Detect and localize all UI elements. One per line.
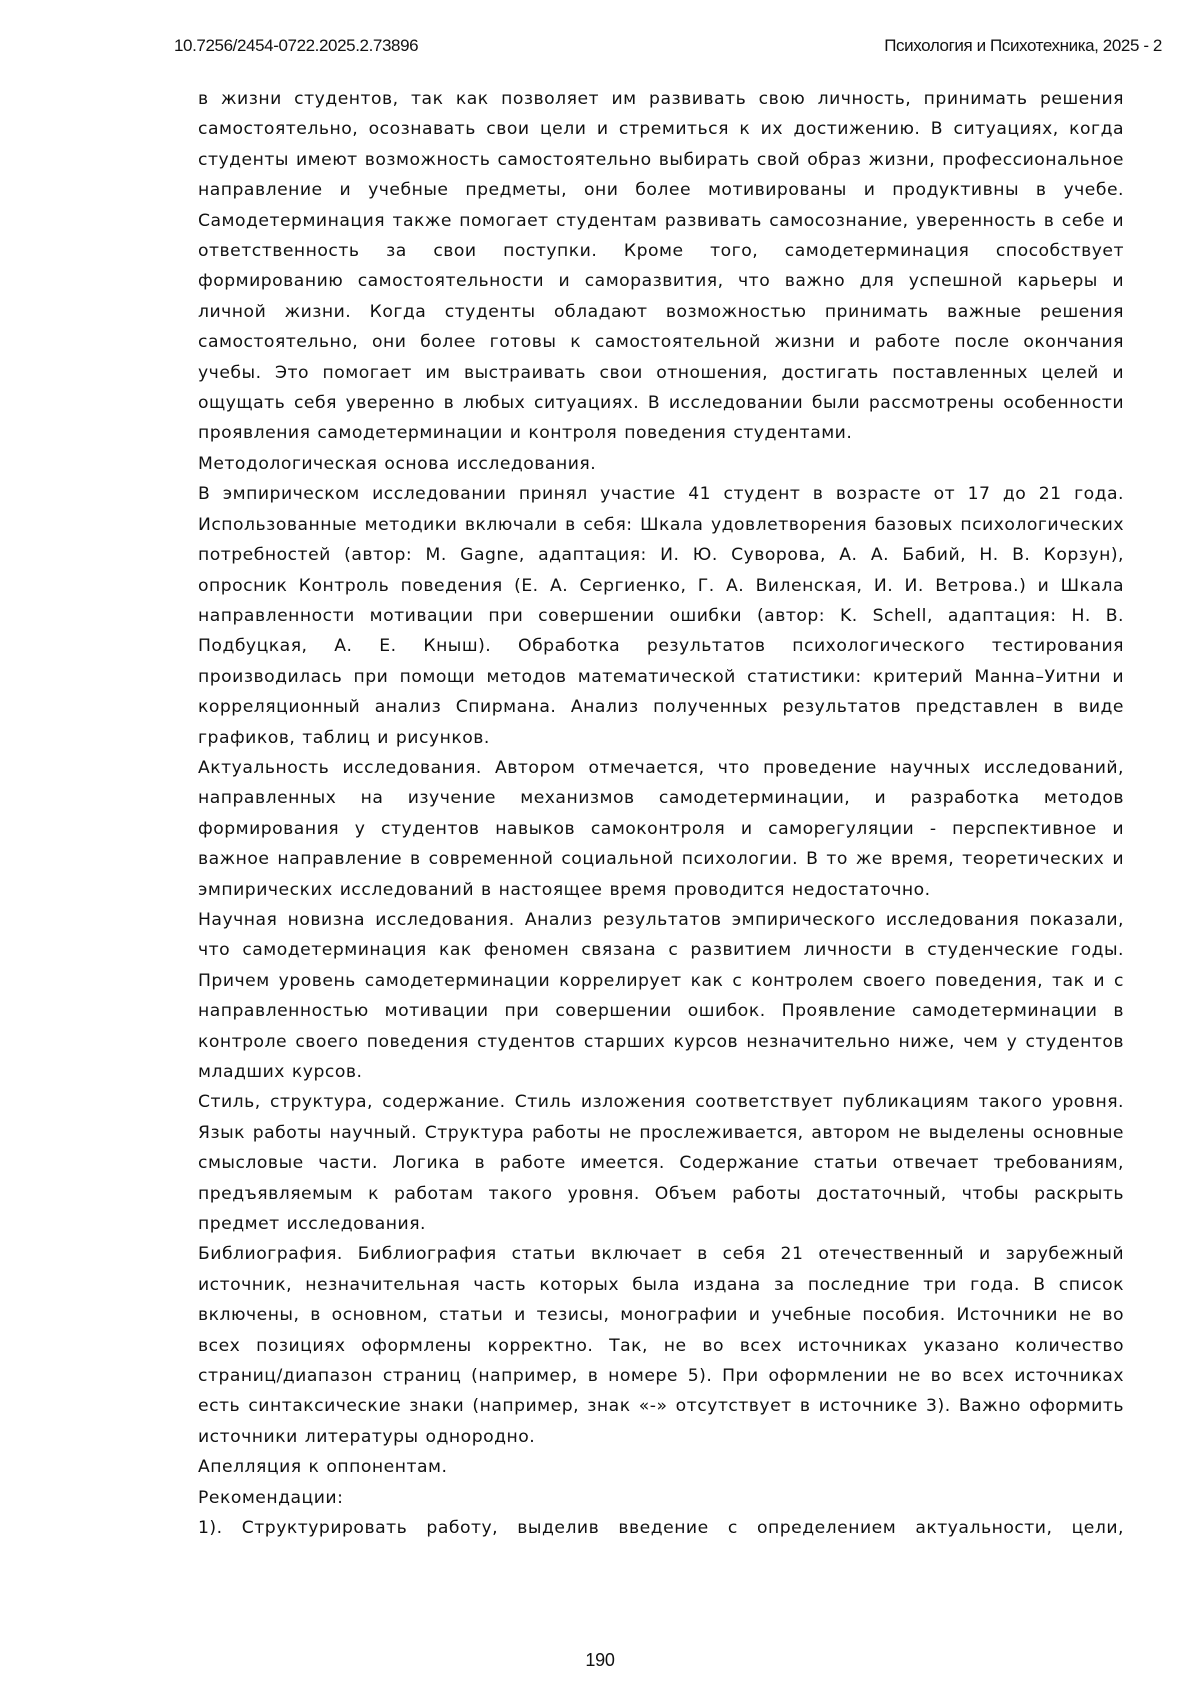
paragraph-appeal: Апелляция к оппонентам. xyxy=(198,1452,1124,1482)
doi-label: 10.7256/2454-0722.2025.2.73896 xyxy=(174,36,418,56)
paragraph-novelty: Научная новизна исследования. Анализ результатов эмпирического исследования показали, что самодетерминация как феномен связана с развитием личности в студенческие годы. Причем уровень самодетерминации коррелирует как с контролем своего поведения, так и с направленностью мотивации при совершении ошибок. Проявление самодетерминации в контроле своего поведения студентов старших курсов незначительно ниже, чем у студентов младших курсов. xyxy=(198,905,1124,1087)
paragraph-bibliography: Библиография. Библиография статьи включает в себя 21 отечественный и зарубежный источник, незначительная часть которых была издана за последние три года. В список включены, в основном, статьи и тезисы, монографии и учебные пособия. Источники не во всех позициях оформлены корректно. Так, не во всех источниках указано количество страниц/диапазон страниц (например, в номере 5). При оформлении не во всех источниках есть синтаксические знаки (например, знак «-» отсутствует в источнике 3). Важно оформить источники литературы однородно. xyxy=(198,1239,1124,1452)
page-number: 190 xyxy=(0,1650,1200,1671)
paragraph-methodology-heading: Методологическая основа исследования. xyxy=(198,449,1124,479)
paragraph-recommendation-1: 1). Структурировать работу, выделив введение с определением актуальности, цели, xyxy=(198,1513,1124,1543)
journal-title: Психология и Психотехника, 2025 - 2 xyxy=(884,36,1162,56)
paragraph-empirical-study: В эмпирическом исследовании принял участие 41 студент в возрасте от 17 до 21 года. Использованные методики включали в себя: Шкала удовлетворения базовых психологических потребностей (автор: M. Gagne, адаптация: И. Ю. Суворова, А. А. Бабий, Н. В. Корзун), опросник Контроль поведения (Е. А. Сергиенко, Г. А. Виленская, И. И. Ветрова.) и Шкала направленности мотивации при совершении ошибки (автор: K. Schell, адаптация: Н. В. Подбуцкая, А. Е. Кныш). Обработка результатов психологического тестирования производилась при помощи методов математической статистики: критерий Манна–Уитни и корреляционный анализ Спирмана. Анализ полученных результатов представлен в виде графиков, таблиц и рисунков. xyxy=(198,479,1124,753)
article-body xyxy=(198,84,1124,1544)
paragraph-style-structure: Стиль, структура, содержание. Стиль изложения соответствует публикациям такого уровня. Язык работы научный. Структура работы не прослеживается, автором не выделены основные смысловые части. Логика в работе имеется. Содержание статьи отвечает требованиям, предъявляемым к работам такого уровня. Объем работы достаточный, чтобы раскрыть предмет исследования. xyxy=(198,1087,1124,1239)
paragraph-recommendations-heading: Рекомендации: xyxy=(198,1483,1124,1513)
paragraph-self-determination-intro: в жизни студентов, так как позволяет им развивать свою личность, принимать решения самостоятельно, осознавать свои цели и стремиться к их достижению. В ситуациях, когда студенты имеют возможность самостоятельно выбирать свой образ жизни, профессиональное направление и учебные предметы, они более мотивированы и продуктивны в учебе. Самодетерминация также помогает студентам развивать самосознание, уверенность в себе и ответственность за свои поступки. Кроме того, самодетерминация способствует формированию самостоятельности и саморазвития, что важно для успешной карьеры и личной жизни. Когда студенты обладают возможностью принимать важные решения самостоятельно, они более готовы к самостоятельной жизни и работе после окончания учебы. Это помогает им выстраивать свои отношения, достигать поставленных целей и ощущать себя уверенно в любых ситуациях. В исследовании были рассмотрены особенности проявления самодетерминации и контроля поведения студентами. xyxy=(198,84,1124,449)
paragraph-relevance: Актуальность исследования. Автором отмечается, что проведение научных исследований, направленных на изучение механизмов самодетерминации, и разработка методов формирования у студентов навыков самоконтроля и саморегуляции - перспективное и важное направление в современной социальной психологии. В то же время, теоретических и эмпирических исследований в настоящее время проводится недостаточно. xyxy=(198,753,1124,905)
page-header xyxy=(174,36,1162,60)
